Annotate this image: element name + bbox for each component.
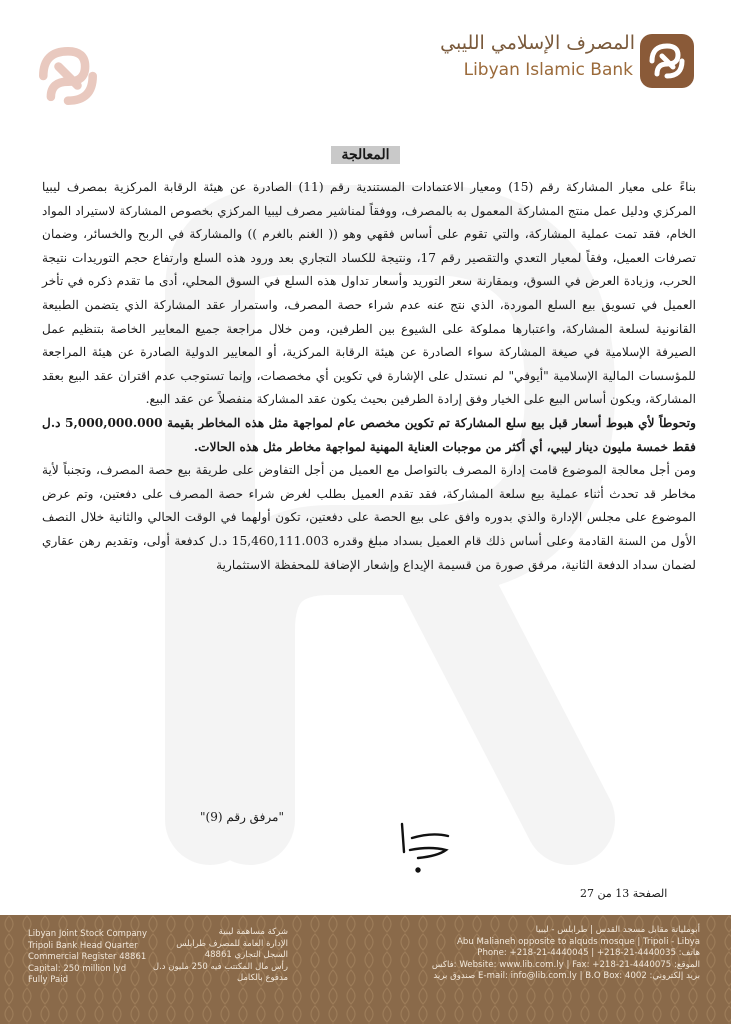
footer-line: السجل التجاري 48861 <box>204 950 288 961</box>
section-heading-wrapper <box>0 144 731 164</box>
footer-line: Libyan Joint Stock Company <box>28 929 147 939</box>
footer-line: Fully Paid <box>28 975 68 986</box>
footer-line: مدفوع بالكامل <box>236 973 288 984</box>
footer-line: هاتف: Phone: +218-21-4440045 | +218-21-4440035 <box>477 948 700 959</box>
footer-line: Commercial Register 48861 <box>28 952 147 963</box>
watermark-logo-icon <box>30 38 106 114</box>
section-heading: المعالجة <box>331 146 399 164</box>
paragraph-settlement: ومن أجل معالجة الموضوع قامت إدارة المصرف بالتواصل مع العميل من أجل التفاوض على طريقة بيع حصة المصرف، وتجنباً لأية مخاطر قد تحدث أثناء عملية بيع سلعة المشاركة، فقد تقدم العميل بطلب لغرض شراء حصة المصرف على دفعتين، وتم عرض الموضوع على مجلس الإدارة والذي بدوره وافق على بيع الحصة على دفعتين، تكون أولهما في الوقت الحالي والثانية خلال النصف الأول من السنة القادمة وعلى أساس ذلك قام العميل بسداد مبلغ وقدره 15,460,111.003 د.ل كدفعة أولى، وتقديم رهن عقاري لضمان سداد الدفعة الثانية، مرفق صورة من قسيمة الإيداع وإشعار الإضافة للمحفظة الاستثمارية <box>42 463 696 572</box>
footer-contact-info <box>400 925 700 983</box>
footer-line: رأس مال المكتتب فيه 250 مليون د.ل <box>152 961 288 972</box>
page-number: الصفحة 13 من 27 <box>580 887 668 900</box>
footer-line: Abu Malianeh opposite to alquds mosque | Tripoli - Libya <box>457 936 700 947</box>
document-body <box>42 176 696 577</box>
footer-line: أبومليانة مقابل مسجد القدس | طرابلس - ليبيا <box>535 925 700 935</box>
footer-line: Tripoli Bank Head Quarter <box>28 940 138 951</box>
footer-company-info-ar <box>152 927 288 985</box>
bank-logo-icon <box>640 34 694 88</box>
footer-bar <box>0 915 731 1024</box>
footer-line: شركة مساهمة ليبية <box>218 927 288 937</box>
signature-icon <box>388 816 458 876</box>
footer-company-info-en <box>28 929 147 987</box>
footer-line: الإدارة العامة للمصرف طرابلس <box>176 938 288 949</box>
attachment-note: "مرفق رقم (9)" <box>200 810 284 824</box>
footer-line: الموقع: Website: www.lib.com.ly | Fax: +218-21-4440075 :فاكس <box>431 959 700 970</box>
paragraph-provision: وتحوطاً لأي هبوط أسعار قبل بيع سلع المشاركة تم تكوين مخصص عام لمواجهة مثل هذه المخاطر بقيمة 5,000,000.000 د.ل فقط خمسة مليون دينار ليبي، أي أكثر من موجبات العناية المهنية لمواجهة مخاطر مثل هذه الحالات. <box>42 415 696 454</box>
bank-name-arabic: المصرف الإسلامي الليبي <box>440 32 635 54</box>
footer-line: بريد إلكتروني: E-mail: info@lib.com.ly | B.O Box: 4002 صندوق بريد <box>433 971 700 982</box>
paragraph-treatment: بناءً على معيار المشاركة رقم (15) ومعيار الاعتمادات المستندية رقم (11) الصادرة عن هيئة الرقابة المركزية بمصرف ليبيا المركزي ودليل عمل منتج المشاركة المعمول به بالمصرف، ووفقاً لمناشير مصرف ليبيا المركزي بخصوص المشاركة لاستيراد المواد الخام، فقد تمت عملية المشاركة، والتي تقوم على أساس فقهي وهو (( الغنم بالغرم )) والمشاركة في الربح والخسائر، وضمان تصرفات العميل، وفقاً لمعيار التعدي والتقصير رقم 17، ونتيجة للكساد التجاري بعد ورود هذه السلع وارتفاع حجم التوريدات نتيجة الحرب، وزيادة العرض في السوق، وبمقارنة سعر التوريد وأسعار تداول هذه السلع في السوق المحلي، أدى ما تقدم ذكره في تأخر العميل في تسويق بيع السلع الموردة، الذي نتج عنه عدم شراء حصة المصرف، واستمرار عقد المشاركة الذي يتضمن الطبيعة القانونية لسلعة المشاركة، واعتبارها مملوكة على الشيوع بين الطرفين، ومن خلال مراجعة جميع المعايير الخاصة بتنظيم عمل الصيرفة الإسلامية في صيغة المشاركة سواء الصادرة عن هيئة الرقابة المركزية، أو المعايير الدولية الصادرة عن هيئة المراجعة للمؤسسات المالية الإسلامية "أيوفي" لم نستدل على الإشارة في تكوين أي مخصصات، وإنما تستوجب عدم اقتران عقد البيع بعقد المشاركة، ويكون أساس البيع على الخيار وفق إرادة الطرفين بحيث يكون عقد المشاركة منفصلاً عن عقد البيع. <box>42 180 696 407</box>
bank-name-english: Libyan Islamic Bank <box>463 60 633 80</box>
footer-line: Capital: 250 million lyd <box>28 963 127 974</box>
